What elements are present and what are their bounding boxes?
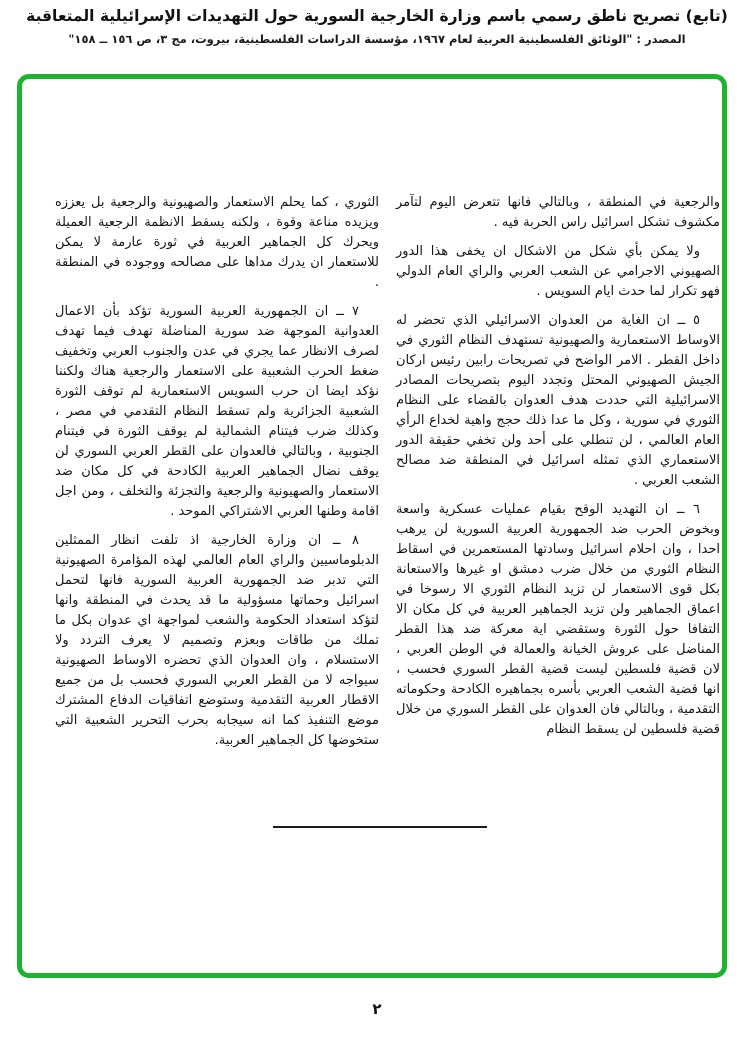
document-title: (تابع) تصريح ناطق رسمي باسم وزارة الخارجية السورية حول التهديدات الإسرائيلية المتعاقبة [26, 7, 728, 25]
paragraph-item-8: ٨ ــ ان وزارة الخارجية اذ تلفت انظار الممثلين الدبلوماسيين والراي العام العالمي لهذه المؤامرة الصهيونية التي تدبر ضد الجمهورية العربية السورية فانها لتحمل اسرائيل وحماتها مسؤولية ما قد يحدث في المنطقة وانها لتؤكد استعداد الحكومة والشعب لمواجهة اي عدوان بكل ما تملك من طاقات وبعزم وتصميم لا يعرف التردد ولا الاستسلام ، وان العدوان الذي تحضره الاوساط الصهيونية سيواجه لا من القطر العربي السوري فحسب بل من جميع الاقطار العربية التقدمية وستوضع اتفاقيات الدفاع المشترك موضع التنفيذ كما انه سيجابه بحرب التحرير الشعبية التي ستخوضها كل الجماهير العربية. [55, 533, 379, 748]
text-column-left [55, 193, 379, 760]
end-of-text-divider [273, 826, 487, 828]
paragraph-continuation: والرجعية في المنطقة ، وبالتالي فانها تتعرض اليوم لتآمر مكشوف تشكل اسرائيل راس الحربة فيه . [396, 195, 720, 230]
source-citation: المصدر : "الوثائق الفلسطينية العربية لعام ١٩٦٧، مؤسسة الدراسات الفلسطينية، بيروت، مج ٣، ص ١٥٦ ــ ١٥٨" [68, 32, 686, 46]
paragraph-item-7: ٧ ــ ان الجمهورية العربية السورية تؤكد بأن الاعمال العدوانية الموجهة ضد سورية المناضلة تهدف فيما تهدف لصرف الانظار عما يجري في عدن والجنوب العربي وتخفيف ضغط الحرب الشعبية على الاستعمار والرجعية هناك ولكننا نؤكد ايضا ان حرب السويس الاستعمارية لم توقف الثورة الشعبية الجزائرية ولم تسقط النظام التقدمي في مصر ، وكذلك ضرب فيتنام الشمالية لم يوقف الثورة في فيتنام الجنوبية ، وبالتالي فالعدوان على القطر العربي السوري لن يوقف نضال الجماهير العربية الكادحة في كل مكان ضد الاستعمار والصهيونية والرجعية والتجزئة والتخلف ، ومن اجل اقامة وطنها العربي الاشتراكي الموحد . [55, 304, 379, 519]
paragraph-item-5: ٥ ــ ان الغاية من العدوان الاسرائيلي الذي تحضر له الاوساط الاستعمارية والصهيونية تستهدف النظام الثوري في داخل القطر . الامر الواضح في تصريحات رابين رئيس اركان الجيش الصهيوني المحتل وتجدد اليوم بتصريحات المصادر الاسرائيلية التي حددت هدف العدوان بالقضاء على النظام الثوري في سورية ، وكل ما عدا ذلك حجج واهية لخداع الرأي العام العالمي ، لن تنطلي على أحد ولن تخفي حقيقة الدور الاستعماري الذي تمثله اسرائيل في المنطقة ضد مصالح الشعب العربي . [396, 313, 720, 488]
paragraph-continuation: الثوري ، كما يحلم الاستعمار والصهيونية والرجعية بل يعززه ويزيده مناعة وقوة ، ولكنه يسقط الانظمة الرجعية العميلة ويحرك كل الجماهير العربية في ثورة عارمة لا يمكن للاستعمار ان يدرك مداها على مصالحه ووجوده في المنطقة . [55, 195, 379, 290]
text-column-right [396, 193, 720, 749]
paragraph-item-6: ٦ ــ ان التهديد الوقح بقيام عمليات عسكرية واسعة وبخوض الحرب ضد الجمهورية العربية السورية لن يرهب احدا ، وان احلام اسرائيل وسادتها المستعمرين في اسقاط النظام الثوري من خلال ضرب دمشق او غيرها والاستعانة بكل قوى الاستعمار لن تزيد النظام الثوري الا رسوخا في اعماق الجماهير ولن تزيد الجماهير العربية في كل مكان الا التفافا حول الثورة وستقضي اية معركة ضد هذا القطر المناضل على عروش الخيانة والعمالة في الوطن العربي ، لان قضية فلسطين ليست قضية القطر السوري فحسب ، انها قضية الشعب العربي بأسره بجماهيره الكادحة وحكوماته التقدمية ، وبالتالي فان العدوان على القطر السوري من خلال قضية فلسطين لن يسقط النظام [396, 502, 720, 737]
paragraph: ولا يمكن بأي شكل من الاشكال ان يخفى هذا الدور الصهيوني الاجرامي عن الشعب العربي والراي العام الدولي فهو تكرار لما حدث ايام السويس . [396, 244, 720, 299]
page-number: ٢ [372, 1000, 382, 1018]
